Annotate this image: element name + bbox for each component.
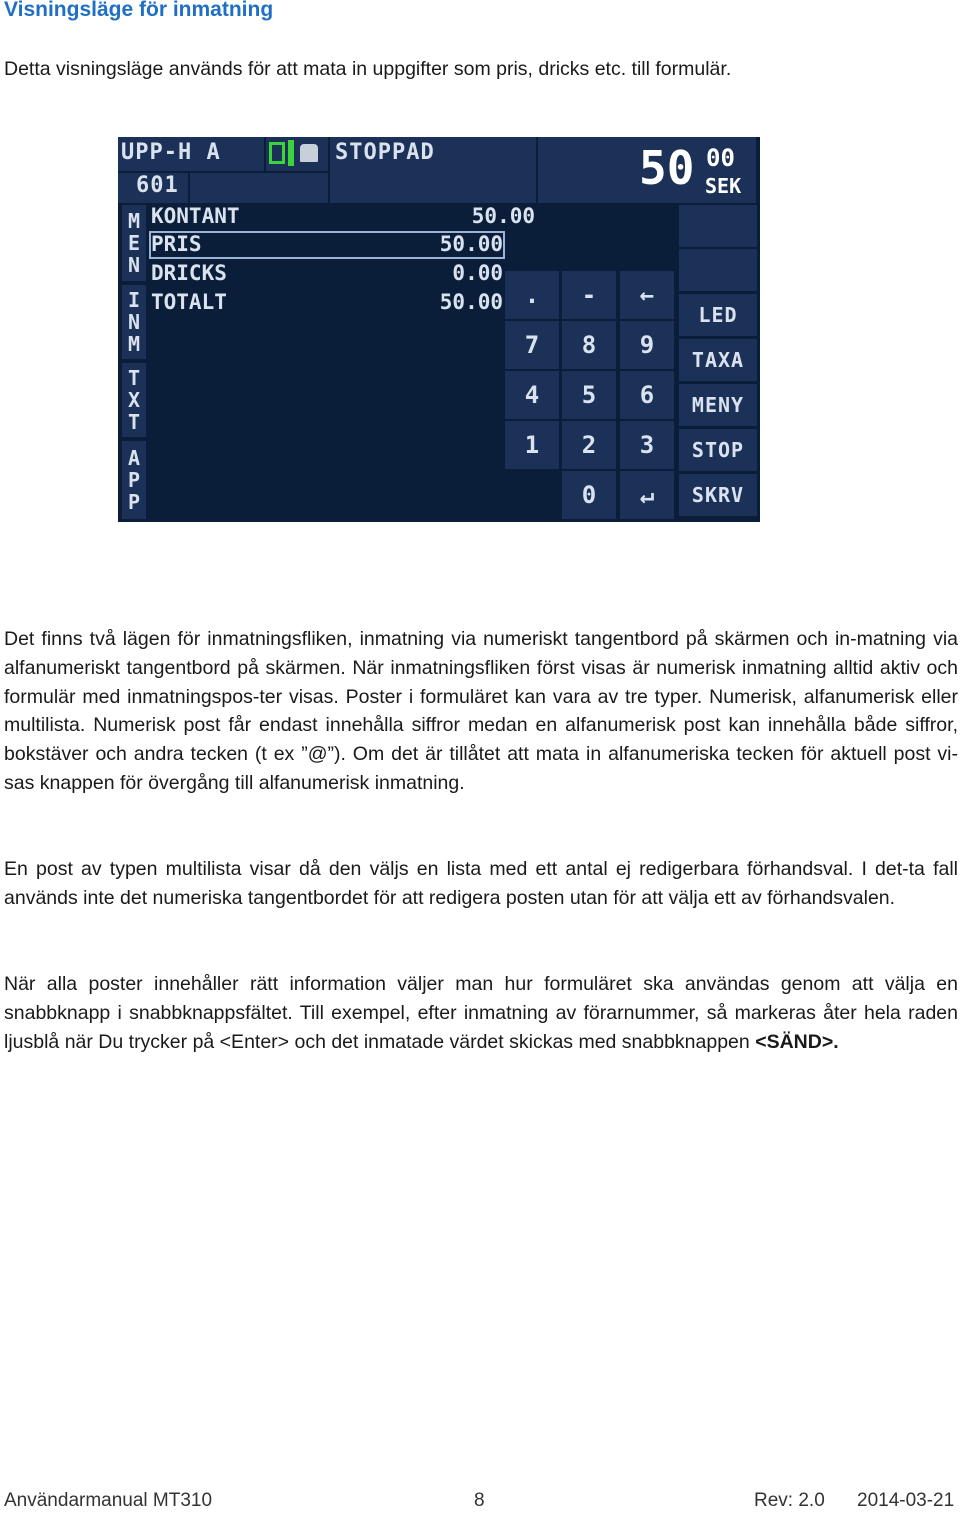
footer-doc-title: Användarmanual MT310 [4,1490,213,1511]
tab-app[interactable] [122,441,146,519]
intro-text: Detta visningsläge används för att mata in uppgifter som pris, dricks etc. till formulär. [4,58,732,80]
footer-page-number: 8 [474,1490,485,1511]
row-label: KONTANT [151,204,240,228]
side-button-skrv[interactable]: SKRV [679,474,757,516]
key-enter[interactable]: ↵ [620,471,674,519]
side-button-blank-2[interactable] [679,249,757,291]
tab-letter: P [127,490,141,514]
key-8[interactable]: 8 [562,321,616,369]
amount-currency: SEK [705,174,742,198]
form-row-dricks[interactable] [149,260,505,288]
tab-meny[interactable] [122,205,146,281]
row-value: 50.00 [439,290,503,314]
empty-header-cell [190,173,328,203]
key-6[interactable]: 6 [620,371,674,419]
tab-letter: A [127,446,141,470]
form-row-totalt[interactable] [149,289,505,317]
key-3[interactable]: 3 [620,421,674,469]
key-1[interactable]: 1 [505,421,559,469]
tab-letter: T [127,410,141,434]
tab-letter: M [127,209,141,233]
key-0[interactable]: 0 [562,471,616,519]
tab-text[interactable] [122,363,146,437]
signal-icon [288,140,294,166]
status-mid-text: STOPPAD [335,140,435,165]
side-button-taxa[interactable]: TAXA [679,339,757,381]
tab-letter: M [127,332,141,356]
tab-letter: P [127,468,141,492]
tab-inmatning[interactable] [122,285,146,359]
tab-letter: T [127,366,141,390]
section-title: Visningsläge för inmatning [4,0,274,21]
key-dash[interactable]: - [562,271,616,319]
paragraph-1: Det finns två lägen för inmatningsfliken, inmatning via numeriskt tangentbord på skärmen och in-matning via alfanumeriskt tangentbord på skärmen. När inmatningsfliken först visas är numerisk inmatning alltid aktiv och formulär med inmatningspos-ter visas. Poster i formuläret kan vara av tre typer. Numerisk, alfanumerisk eller multilista. Numerisk post får endast innehålla siffror medan en alfanumerisk post kan innehålla både siffror, bokstäver och andra tecken (t ex ”@”). Om det är tillåtet att mata in alfanumeriska tecken för aktuell post vi-sas knappen för övergång till alfanumerisk inmatning. [4,628,958,794]
key-4[interactable]: 4 [505,371,559,419]
tab-letter: N [127,310,141,334]
key-5[interactable]: 5 [562,371,616,419]
row-label: PRIS [151,232,202,256]
gps-icon [269,142,285,164]
key-7[interactable]: 7 [505,321,559,369]
row-value: 50.00 [471,204,535,228]
device-screen [118,137,760,522]
side-button-meny[interactable]: MENY [679,384,757,426]
paragraph-2: En post av typen multilista visar då den väljs en lista med ett antal ej redigerbara förhandsval. I det-ta fall används inte det numeriska tangentbordet för att redigera posten utan för att välja ett av förhandsvalen. [4,858,958,909]
paragraph-3-text: När alla poster innehåller rätt information väljer man hur formuläret ska användas genom att välja en snabbknapp i snabbknappsfältet. Till exempel, efter inmatning av förarnummer, så markeras åter hela raden ljusblå när Du trycker på <Enter> och det inmatade värdet skickas med snabbknappen [4,973,958,1053]
key-2[interactable]: 2 [562,421,616,469]
tab-letter: E [127,231,141,255]
key-dot[interactable]: . [505,271,559,319]
lock-icon [300,144,318,162]
status-left-text: UPP-H A [121,140,221,165]
footer-date: 2014-03-21 [857,1490,955,1511]
number-text: 601 [136,173,179,198]
tab-letter: N [127,253,141,277]
form-row-pris[interactable] [149,231,505,259]
side-button-led[interactable]: LED [679,294,757,336]
row-label: DRICKS [151,261,227,285]
row-value: 50.00 [439,232,503,256]
tab-letter: I [127,288,141,312]
key-backspace[interactable]: ← [620,271,674,319]
side-button-blank-1[interactable] [679,205,757,247]
paragraph-3 [4,970,958,1056]
tab-letter: X [127,388,141,412]
form-row-kontant[interactable] [149,203,535,231]
key-9[interactable]: 9 [620,321,674,369]
amount-main: 50 [639,141,695,195]
side-button-stop[interactable]: STOP [679,429,757,471]
row-value: 0.00 [452,261,503,285]
status-icon-cell [266,137,328,171]
footer-revision: Rev: 2.0 [754,1490,825,1511]
paragraph-3-bold: <SÄND>. [755,1030,839,1053]
row-label: TOTALT [151,290,227,314]
amount-cents: 00 [706,144,735,172]
